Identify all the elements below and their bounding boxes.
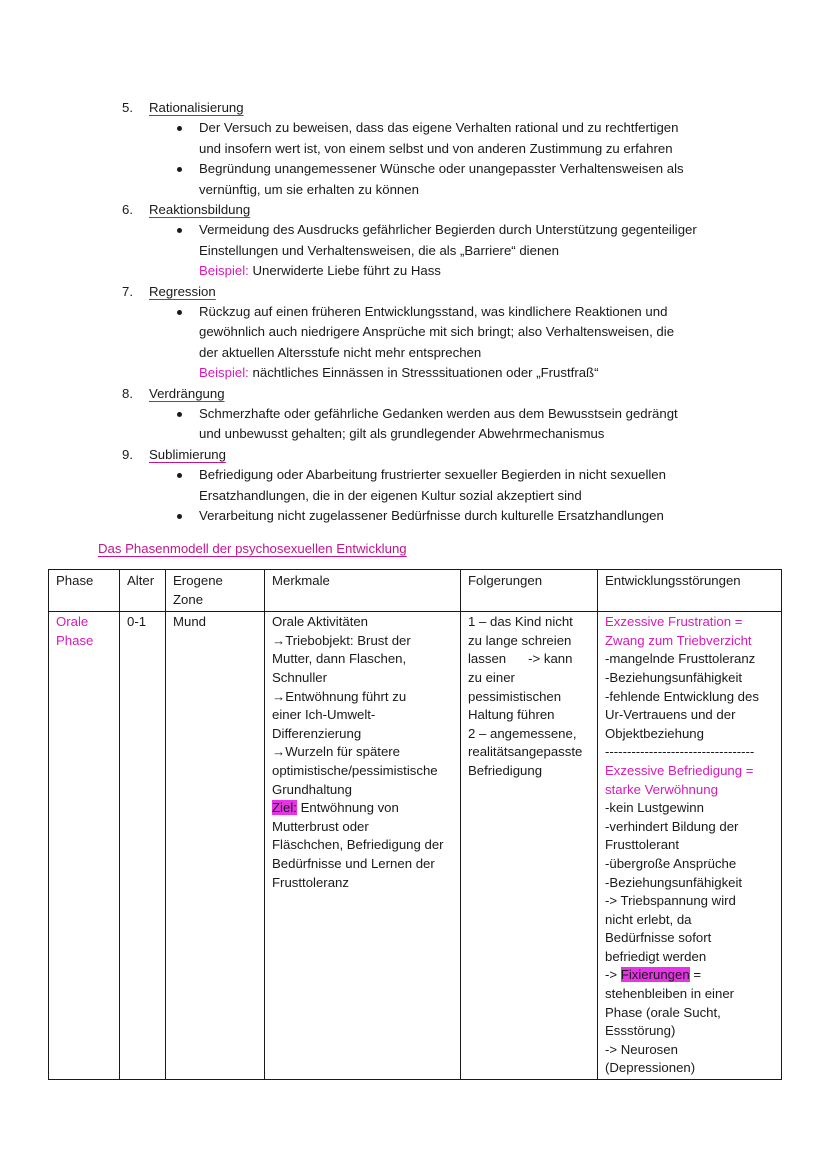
- befriedigung-lines: [605, 799, 774, 966]
- cell-alter: 0-1: [120, 612, 166, 1080]
- bullet-text-line: Vermeidung des Ausdrucks gefährlicher Begierden durch Unterstützung gegenteiliger: [199, 222, 697, 238]
- bullet-list: [122, 465, 742, 526]
- list-item-number: 7.: [122, 283, 133, 299]
- text-line: Mutterbrust oder: [272, 818, 369, 834]
- header-entwicklungsstoerungen: Entwicklungsstörungen: [598, 570, 782, 612]
- ziel-text: Entwöhnung von: [296, 800, 399, 816]
- example-text: Unerwiderte Liebe führt zu Hass: [248, 263, 441, 279]
- table-row: [49, 612, 782, 1080]
- text-line: realitätsangepasste: [468, 744, 583, 760]
- header-phase: Phase: [49, 570, 120, 612]
- fixierungen-line: [605, 966, 774, 985]
- text-line: Mutter, dann Flaschen,: [272, 651, 407, 667]
- text-line: -> Triebspannung wird: [605, 893, 736, 909]
- text-line: -Beziehungsunfähigkeit: [605, 874, 743, 890]
- phase-line-2: Phase: [56, 632, 94, 648]
- text-line: Bedürfnisse sofort: [605, 930, 712, 946]
- cell-phase: [49, 612, 120, 1080]
- text-line: befriedigt werden: [605, 948, 707, 964]
- text-line: Frusttoleranz: [272, 874, 349, 890]
- ziel-highlight: Ziel:: [272, 800, 297, 816]
- bullet-list: [122, 220, 742, 261]
- text-line: zu einer: [468, 669, 515, 685]
- bullet-item: [122, 118, 742, 159]
- text-line: (Depressionen): [605, 1060, 696, 1076]
- list-item-heading: [122, 384, 742, 404]
- header-merkmale: Merkmale: [265, 570, 461, 612]
- bullet-icon: [177, 126, 182, 131]
- example-line: [122, 363, 742, 383]
- text-line: Orale Aktivitäten: [272, 614, 369, 630]
- list-item-number: 5.: [122, 100, 133, 115]
- list-item-number: 8.: [122, 385, 133, 401]
- list-item-heading: [122, 98, 742, 118]
- text-line: →Triebobjekt: Brust der: [272, 632, 411, 648]
- frustration-lines: [605, 650, 774, 743]
- list-item-title: Rationalisierung: [149, 100, 244, 115]
- fix-suffix: =: [689, 967, 702, 983]
- text-line: -fehlende Entwicklung des: [605, 688, 759, 704]
- list-item: [122, 282, 742, 384]
- header-alter: Alter: [120, 570, 166, 612]
- list-item-number: 9.: [122, 446, 133, 462]
- bullet-icon: [177, 412, 182, 417]
- stoerungen-end-lines: [605, 985, 774, 1078]
- cell-stoerungen: [598, 612, 782, 1080]
- bullet-text-line: Verarbeitung nicht zugelassener Bedürfnisse durch kulturelle Ersatzhandlungen: [199, 508, 664, 524]
- cell-folgerungen: [461, 612, 598, 1080]
- bullet-item: [122, 159, 742, 200]
- ziel-line: [272, 799, 453, 818]
- bullet-icon: [177, 228, 182, 233]
- text-line: Fläschchen, Befriedigung der: [272, 837, 444, 853]
- header-folgerungen: Folgerungen: [461, 570, 598, 612]
- text-line: 2 – angemessene,: [468, 725, 577, 741]
- frustration-heading: [605, 613, 774, 650]
- bullet-text-line: und unbewusst gehalten; gilt als grundlegender Abwehrmechanismus: [199, 426, 605, 442]
- list-item: [122, 98, 742, 200]
- bullet-list: [122, 302, 742, 363]
- list-item-title: Verdrängung: [149, 385, 225, 401]
- bullet-text-line: und insofern wert ist, von einem selbst und von anderen Zustimmung zu erfahren: [199, 140, 673, 156]
- text-line: optimistische/pessimistische: [272, 762, 438, 778]
- table-header-row: [49, 570, 782, 612]
- fix-prefix: ->: [605, 967, 621, 983]
- list-item-heading: [122, 282, 742, 302]
- text-line: Essstörung): [605, 1023, 676, 1039]
- text-line: -> Neurosen: [605, 1041, 678, 1057]
- text-line: Objektbeziehung: [605, 725, 704, 741]
- text-line: Frusttolerant: [605, 837, 680, 853]
- text-line: Zwang zum Triebverzicht: [605, 632, 752, 648]
- text-line: stehenbleiben in einer: [605, 986, 735, 1002]
- bullet-text-line: Rückzug auf einen früheren Entwicklungsstand, was kindlichere Reaktionen und: [199, 304, 668, 320]
- text-line: Haltung führen: [468, 707, 555, 723]
- bullet-text-line: Einstellungen und Verhaltensweisen, die als „Barriere“ dienen: [199, 242, 559, 258]
- text-line: Differenzierung: [272, 725, 362, 741]
- text-line: Ur-Vertrauens und der: [605, 707, 736, 723]
- bullet-item: [122, 302, 742, 363]
- separator-line: ----------------------------------: [605, 744, 755, 760]
- bullet-item: [122, 506, 742, 526]
- bullet-text-line: Befriedigung oder Abarbeitung frustrierter sexueller Begierden in nicht sexuellen: [199, 467, 666, 483]
- bullet-text-line: der aktuellen Altersstufe nicht mehr entsprechen: [199, 344, 482, 360]
- text-line: Phase (orale Sucht,: [605, 1004, 721, 1020]
- bullet-text-line: Ersatzhandlungen, die in der eigenen Kultur sozial akzeptiert sind: [199, 487, 582, 503]
- bullet-text-line: Schmerzhafte oder gefährliche Gedanken werden aus dem Bewusstsein gedrängt: [199, 406, 678, 422]
- text-line: -übergroße Ansprüche: [605, 855, 737, 871]
- header-zone-line-1: Erogene: [173, 573, 223, 588]
- bullet-icon: [177, 473, 182, 478]
- text-line: -kein Lustgewinn: [605, 800, 704, 816]
- list-item-number: 6.: [122, 202, 133, 218]
- folgerungen-lines: [468, 613, 590, 780]
- text-line: →Entwöhnung führt zu: [272, 688, 407, 704]
- text-line: einer Ich-Umwelt-: [272, 707, 376, 723]
- bullet-icon: [177, 514, 182, 519]
- bullet-icon: [177, 167, 182, 172]
- bullet-text-line: vernünftig, um sie erhalten zu können: [199, 181, 419, 197]
- text-line: Exzessive Befriedigung =: [605, 762, 754, 778]
- list-item-heading: [122, 445, 742, 465]
- text-line: nicht erlebt, da: [605, 911, 692, 927]
- list-item: [122, 445, 742, 527]
- example-label: Beispiel:: [199, 365, 249, 381]
- defense-mechanisms-list: [122, 98, 742, 526]
- text-line: Befriedigung: [468, 762, 543, 778]
- ziel-rest-lines: [272, 818, 453, 892]
- example-text: nächtliches Einnässen in Stresssituationen oder „Frustfraß“: [248, 365, 599, 381]
- phase-line-1: Orale: [56, 614, 89, 630]
- bullet-text-line: Der Versuch zu beweisen, dass das eigene Verhalten rational und zu rechtfertigen: [199, 120, 679, 136]
- text-line: Grundhaltung: [272, 781, 352, 797]
- header-zone-line-2: Zone: [173, 591, 204, 607]
- list-item-title: Regression: [149, 283, 216, 299]
- text-line: 1 – das Kind nicht: [468, 614, 573, 630]
- list-item-title: Sublimierung: [149, 446, 226, 462]
- text-line: -verhindert Bildung der: [605, 818, 739, 834]
- text-line: starke Verwöhnung: [605, 781, 718, 797]
- list-item: [122, 384, 742, 445]
- bullet-list: [122, 404, 742, 445]
- text-line: lassen -> kann: [468, 651, 573, 667]
- bullet-icon: [177, 310, 182, 315]
- bullet-list: [122, 118, 742, 200]
- text-line: pessimistischen: [468, 688, 562, 704]
- text-line: Schnuller: [272, 669, 327, 685]
- example-line: [122, 261, 742, 281]
- cell-merkmale: [265, 612, 461, 1080]
- list-item-title: Reaktionsbildung: [149, 202, 251, 218]
- merkmale-lines: [272, 613, 453, 799]
- text-line: →Wurzeln für spätere: [272, 744, 401, 760]
- bullet-item: [122, 465, 742, 506]
- text-line: Bedürfnisse und Lernen der: [272, 855, 435, 871]
- section-title: Das Phasenmodell der psychosexuellen Entwicklung: [98, 541, 407, 556]
- text-line: -mangelnde Frusttoleranz: [605, 651, 756, 667]
- list-item-heading: [122, 200, 742, 220]
- text-line: zu lange schreien: [468, 632, 572, 648]
- bullet-text-line: Begründung unangemessener Wünsche oder unangepasster Verhaltensweisen als: [199, 161, 684, 177]
- fixierungen-highlight: Fixierungen: [620, 967, 690, 983]
- phases-table: [48, 569, 782, 1080]
- cell-zone: Mund: [166, 612, 265, 1080]
- bullet-text-line: gewöhnlich auch niedrigere Ansprüche mit sich bringt; also Verhaltensweisen, die: [199, 324, 675, 340]
- text-line: Exzessive Frustration =: [605, 614, 743, 630]
- text-line: -Beziehungsunfähigkeit: [605, 669, 743, 685]
- bullet-item: [122, 404, 742, 445]
- bullet-item: [122, 220, 742, 261]
- list-item: [122, 200, 742, 282]
- example-label: Beispiel:: [199, 263, 249, 279]
- header-erogene-zone: [166, 570, 265, 612]
- befriedigung-heading: [605, 762, 774, 799]
